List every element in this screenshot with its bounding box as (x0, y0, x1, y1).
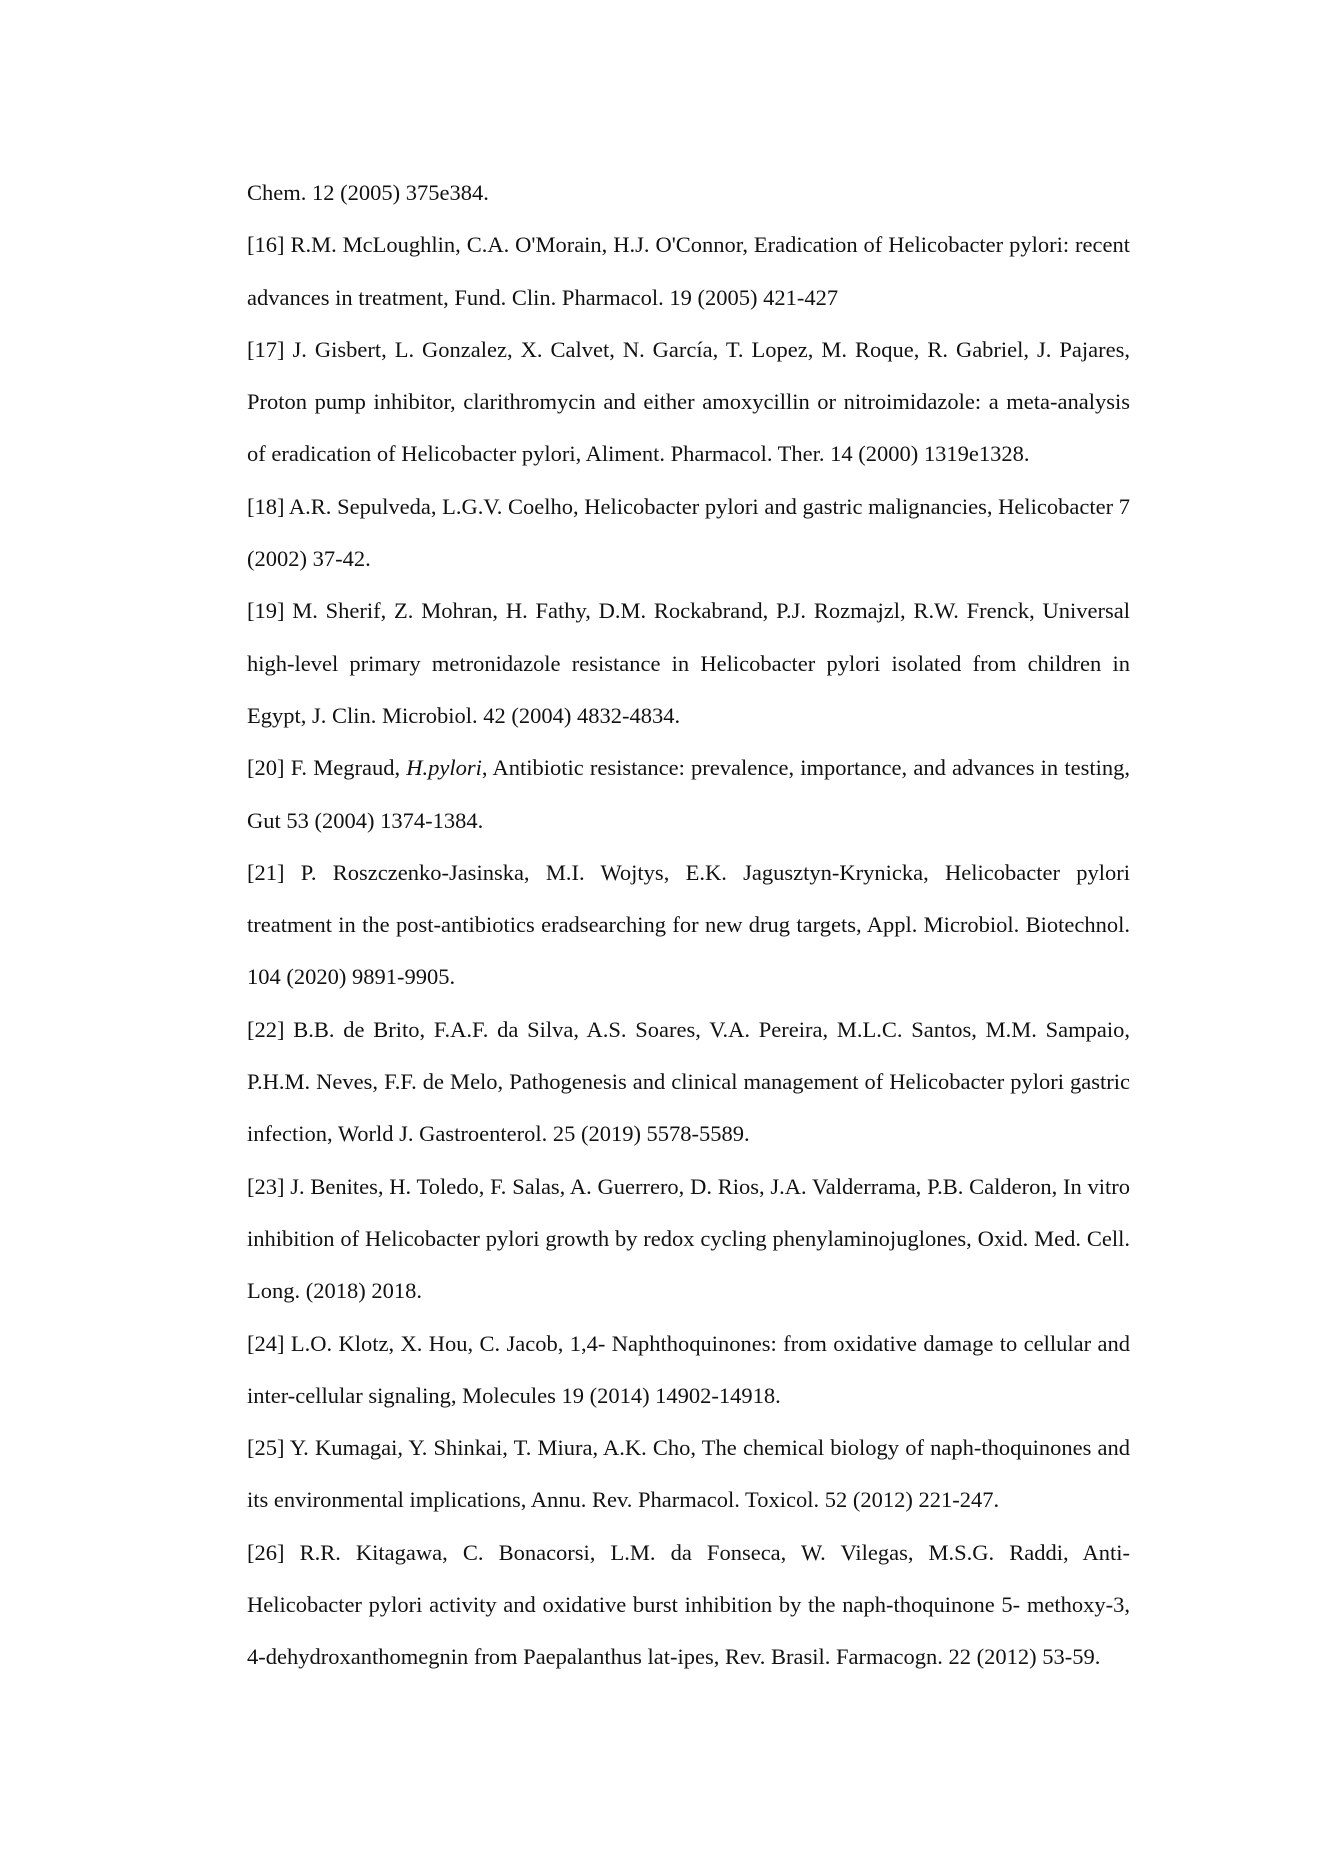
reference-text: Chem. 12 (2005) 375e384. (247, 180, 489, 205)
reference-number: [19] (247, 598, 293, 624)
reference-19 (247, 585, 1130, 742)
reference-number: [24] (247, 1330, 291, 1356)
reference-italic-term: H.pylori (406, 755, 482, 781)
reference-text: B.B. de Brito, F.A.F. da Silva, A.S. Soares, V.A. Pereira, M.L.C. Santos, M.M. Sampaio, P.H.M. Neves, F.F. de Melo, Pathogenesis and clinical management of Helicobacter pylori gastric infection, World J. Gastroenterol. 25 (2019) 5578-5589. (247, 1016, 1130, 1147)
reference-number: [18] (247, 493, 289, 519)
reference-number: [22] (247, 1016, 294, 1042)
reference-text: A.R. Sepulveda, L.G.V. Coelho, Helicobacter pylori and gastric malignancies, Helicobacter 7 (2002) 37-42. (247, 493, 1130, 572)
reference-continuation (247, 167, 1130, 219)
reference-text: P. Roszczenko-Jasinska, M.I. Wojtys, E.K. Jagusztyn-Krynicka, Helicobacter pylori treatment in the post-antibiotics eradsearching for new drug targets, Appl. Microbiol. Biotechnol. 104 (2020) 9891-9905. (247, 859, 1130, 990)
reference-text: J. Benites, H. Toledo, F. Salas, A. Guerrero, D. Rios, J.A. Valderrama, P.B. Calderon, In vitro inhibition of Helicobacter pylori growth by redox cycling phenylaminojuglones, Oxid. Med. Cell. Long. (2018) 2018. (247, 1173, 1130, 1304)
reference-number: [21] (247, 859, 301, 885)
reference-text-before: F. Megraud, (290, 755, 407, 781)
reference-text: J. Gisbert, L. Gonzalez, X. Calvet, N. García, T. Lopez, M. Roque, R. Gabriel, J. Pajares, Proton pump inhibitor, clarithromycin and either amoxycillin or nitroimidazole: a meta-analysis of eradication of Helicobacter pylori, Aliment. Pharmacol. Ther. 14 (2000) 1319e1328. (247, 336, 1130, 467)
reference-text-after: , Antibiotic resistance: prevalence, importance, and advances in testing, Gut 53 (2004) 1374-1384. (247, 755, 1130, 833)
reference-list (247, 167, 1130, 1684)
reference-16 (247, 219, 1130, 324)
reference-number: [25] (247, 1435, 290, 1461)
reference-20 (247, 742, 1130, 847)
reference-text: M. Sherif, Z. Mohran, H. Fathy, D.M. Rockabrand, P.J. Rozmajzl, R.W. Frenck, Universal high-level primary metronidazole resistance in Helicobacter pylori isolated from children in Egypt, J. Clin. Microbiol. 42 (2004) 4832-4834. (247, 598, 1130, 728)
reference-18 (247, 481, 1130, 586)
reference-25 (247, 1422, 1130, 1527)
reference-22 (247, 1004, 1130, 1161)
reference-number: [20] (247, 755, 291, 781)
reference-text: R.M. McLoughlin, C.A. O'Morain, H.J. O'Connor, Eradication of Helicobacter pylori: recent advances in treatment, Fund. Clin. Pharmacol. 19 (2005) 421-427 (247, 232, 1130, 310)
reference-text: R.R. Kitagawa, C. Bonacorsi, L.M. da Fonseca, W. Vilegas, M.S.G. Raddi, Anti-Helicobacter pylori activity and oxidative burst inhibition by the naph-thoquinone 5- methoxy-3, 4-dehydroxanthomegnin from Paepalanthus lat-ipes, Rev. Brasil. Farmacogn. 22 (2012) 53-59. (247, 1539, 1130, 1670)
reference-21 (247, 847, 1130, 1004)
reference-number: [23] (247, 1173, 291, 1199)
reference-26 (247, 1527, 1130, 1684)
reference-24 (247, 1318, 1130, 1423)
reference-23 (247, 1161, 1130, 1318)
reference-17 (247, 324, 1130, 481)
reference-number: [17] (247, 336, 293, 362)
reference-text: L.O. Klotz, X. Hou, C. Jacob, 1,4- Naphthoquinones: from oxidative damage to cellular and inter-cellular signaling, Molecules 19 (2014) 14902-14918. (247, 1330, 1130, 1408)
reference-number: [26] (247, 1539, 300, 1565)
reference-number: [16] (247, 232, 291, 258)
reference-text: Y. Kumagai, Y. Shinkai, T. Miura, A.K. Cho, The chemical biology of naph-thoquinones and its environmental implications, Annu. Rev. Pharmacol. Toxicol. 52 (2012) 221-247. (247, 1435, 1130, 1513)
